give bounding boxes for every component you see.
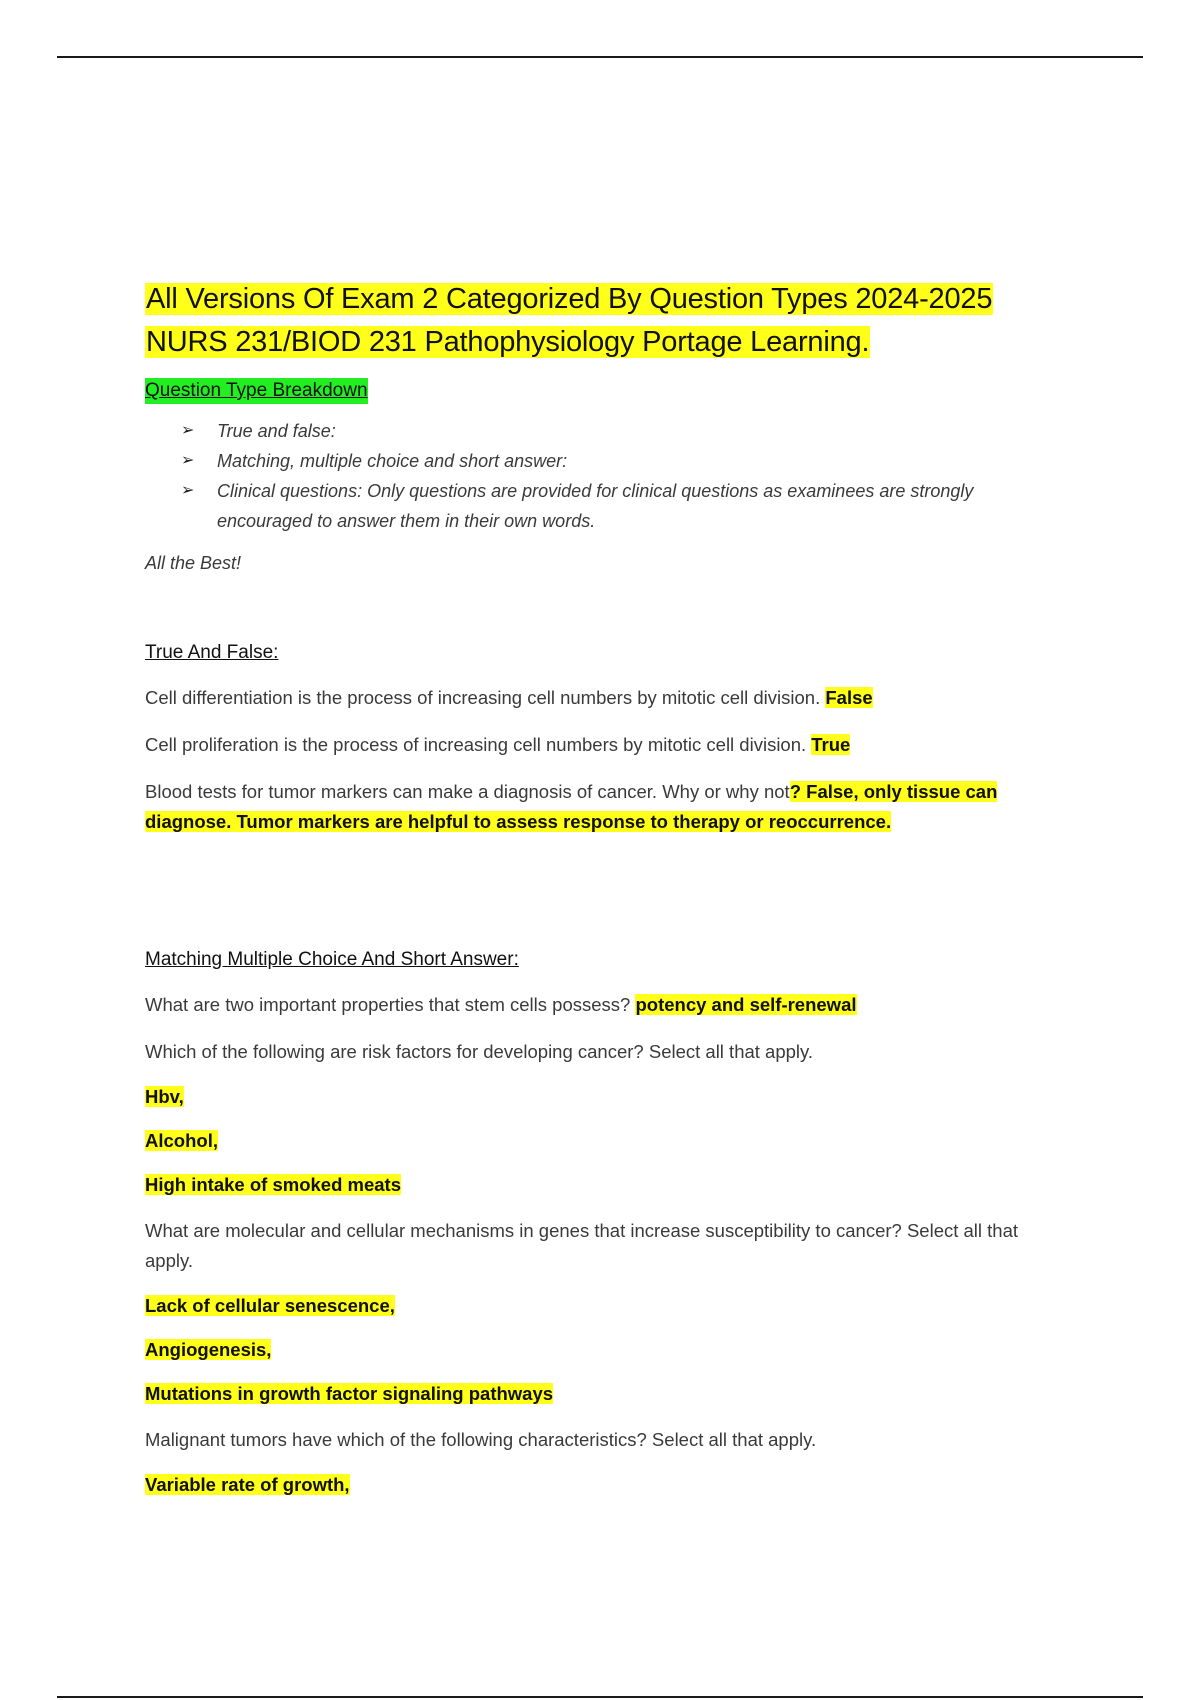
- answer-option: Lack of cellular senescence,: [145, 1295, 395, 1316]
- question-type-text: True and false:: [217, 421, 336, 441]
- question-type-text: Matching, multiple choice and short answer:: [217, 451, 568, 471]
- answer-option: Hbv,: [145, 1086, 184, 1107]
- question-text: Blood tests for tumor markers can make a diagnosis of cancer. Why or why not: [145, 781, 790, 802]
- matching-heading: Matching Multiple Choice And Short Answer:: [145, 949, 519, 970]
- answer-option: Variable rate of growth,: [145, 1474, 350, 1495]
- answer-text: False: [825, 687, 873, 708]
- answer-option: Angiogenesis,: [145, 1339, 272, 1360]
- title-line-2: NURS 231/BIOD 231 Pathophysiology Portage Learning.: [146, 326, 870, 358]
- matching-question: [145, 990, 1050, 1020]
- document-body: [145, 278, 1050, 1499]
- matching-question: [145, 1216, 1050, 1276]
- answer-option: High intake of smoked meats: [145, 1174, 401, 1195]
- answer-text: potency and self-renewal: [635, 994, 857, 1015]
- answer-text: ? False, only tissue can diagnose. Tumor markers are helpful to assess response to therapy or reoccurrence.: [145, 781, 998, 832]
- arrow-bullet-icon: ➢: [181, 422, 195, 439]
- question-type-text: Clinical questions: Only questions are provided for clinical questions as examinees are strongly encouraged to answer them in their own words.: [217, 481, 974, 531]
- footer-rule: [57, 1696, 1143, 1698]
- arrow-bullet-icon: ➢: [181, 482, 195, 499]
- question-text: Which of the following are risk factors for developing cancer? Select all that apply.: [145, 1041, 814, 1062]
- list-item: [181, 446, 1050, 476]
- true-false-item: [145, 730, 1050, 760]
- list-item: [181, 476, 1050, 536]
- true-false-heading: True And False:: [145, 642, 279, 663]
- title-line-1: All Versions Of Exam 2 Categorized By Question Types 2024-2025: [146, 283, 993, 315]
- list-item: [181, 416, 1050, 446]
- answer-text: True: [811, 734, 851, 755]
- arrow-bullet-icon: ➢: [181, 452, 195, 469]
- true-false-item: [145, 683, 1050, 713]
- matching-question: [145, 1425, 1050, 1455]
- header-rule: [57, 56, 1143, 58]
- question-type-list: [145, 416, 1050, 536]
- question-text: Malignant tumors have which of the following characteristics? Select all that apply.: [145, 1429, 817, 1450]
- question-text: Cell differentiation is the process of increasing cell numbers by mitotic cell division.: [145, 687, 821, 708]
- question-type-breakdown-heading: Question Type Breakdown: [145, 378, 368, 404]
- answer-option: Alcohol,: [145, 1130, 218, 1151]
- question-text: What are molecular and cellular mechanisms in genes that increase susceptibility to cancer? Select all that apply.: [145, 1220, 1019, 1271]
- document-title: [145, 278, 1050, 364]
- true-false-item: [145, 777, 1050, 837]
- question-text: What are two important properties that stem cells possess?: [145, 994, 631, 1015]
- closing-text: All the Best!: [145, 553, 242, 573]
- answer-option: Mutations in growth factor signaling pathways: [145, 1383, 554, 1404]
- matching-question: [145, 1037, 1050, 1067]
- question-text: Cell proliferation is the process of increasing cell numbers by mitotic cell division.: [145, 734, 807, 755]
